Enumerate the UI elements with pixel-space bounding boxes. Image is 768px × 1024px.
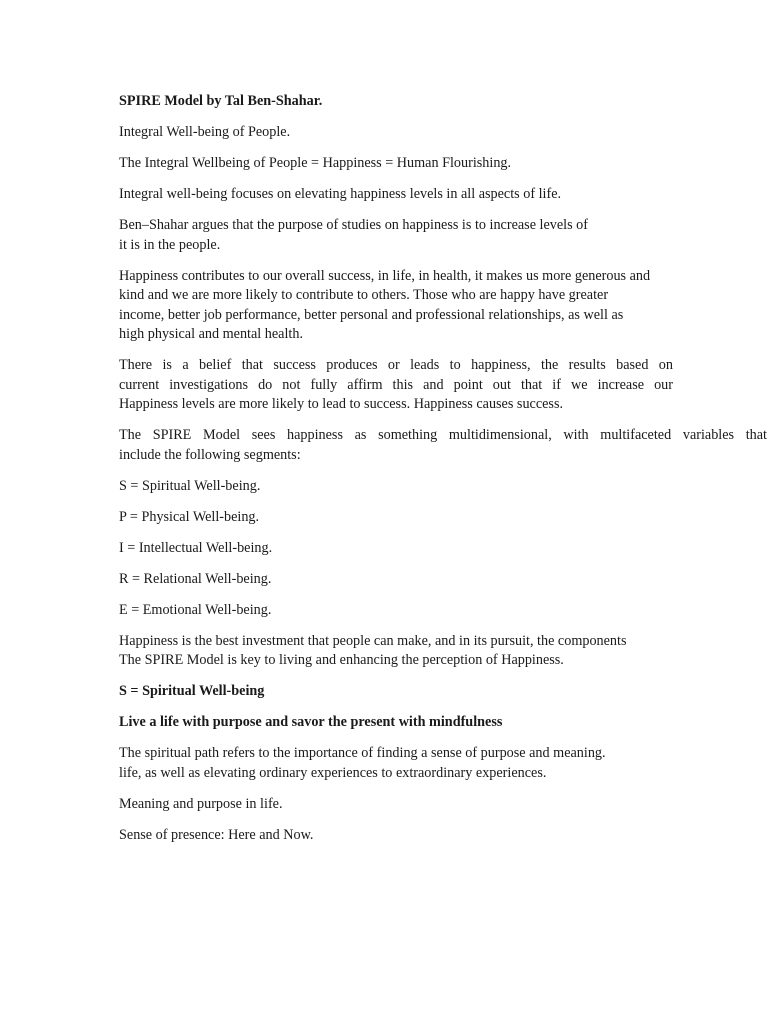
paragraph-line: kind and we are more likely to contribute to others. Those who are happy have greater [119,287,609,303]
segment-spiritual: S = Spiritual Well-being. [119,477,261,494]
paragraph-meaning-purpose: Meaning and purpose in life. [119,795,283,812]
segment-relational: R = Relational Well-being. [119,570,272,587]
heading-spiritual-wellbeing: S = Spiritual Well-being [119,683,265,699]
paragraph-line: The spiritual path refers to the importance of finding a sense of purpose and meaning. [119,745,606,761]
paragraph-line: include the following segments: [119,446,301,463]
paragraph-focus: Integral well-being focuses on elevating happiness levels in all aspects of life. [119,186,562,202]
paragraph-spiritual-path [119,744,768,783]
paragraph-line: Happiness contributes to our overall success, in life, in health, it makes us more generous and [119,267,651,284]
paragraph-line: current investigations do not fully affirm this and point out that if we increase our [119,376,673,393]
paragraph-equation: The Integral Wellbeing of People = Happiness = Human Flourishing. [119,155,512,171]
paragraph-ben-shahar [119,216,768,255]
paragraph-sense-of-presence: Sense of presence: Here and Now. [119,826,314,843]
paragraph-line: Happiness levels are more likely to lead to success. Happiness causes success. [119,396,564,412]
paragraph-line: Happiness is the best investment that people can make, and in its pursuit, the components [119,632,627,649]
paragraph-line: There is a belief that success produces or leads to happiness, the results based on [119,357,673,373]
segment-emotional: E = Emotional Well-being. [119,601,272,618]
paragraph-line: income, better job performance, better personal and professional relationships, as well as [119,306,624,323]
paragraph-belief [119,356,768,415]
paragraph-line: The SPIRE Model is key to living and enhancing the perception of Happiness. [119,652,564,668]
paragraph-happiness-success [119,267,768,345]
document-title: SPIRE Model by Tal Ben-Shahar. [119,93,323,109]
paragraph-line: The SPIRE Model sees happiness as something multidimensional, with multifaceted variables that [119,427,767,443]
paragraph-line: life, as well as elevating ordinary experiences to extraordinary experiences. [119,764,547,781]
paragraph-line: it is in the people. [119,236,221,253]
paragraph-spire-model [119,426,768,465]
heading-live-with-purpose: Live a life with purpose and savor the present with mindfulness [119,714,503,730]
paragraph-line: Ben–Shahar argues that the purpose of studies on happiness is to increase levels of [119,217,588,233]
segment-physical: P = Physical Well-being. [119,508,260,525]
paragraph-integral-wellbeing: Integral Well-being of People. [119,124,291,140]
paragraph-investment [119,632,768,671]
segment-intellectual: I = Intellectual Well-being. [119,539,273,556]
paragraph-line: high physical and mental health. [119,326,303,342]
document-body [119,92,768,857]
